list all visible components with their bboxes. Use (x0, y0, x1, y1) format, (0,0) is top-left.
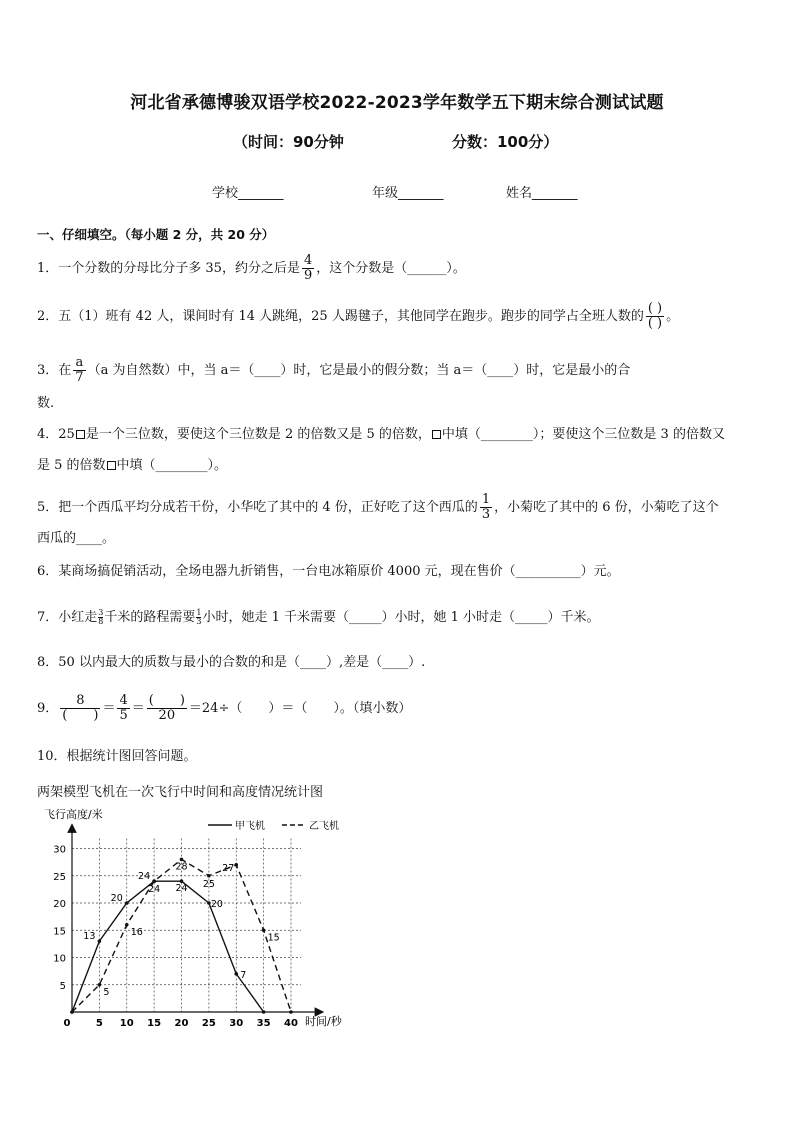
section-heading: 一、仔细填空。（每小题 2 分，共 20 分） (37, 227, 275, 242)
q3-frac-num: a (73, 356, 85, 371)
q5-fraction (480, 493, 492, 522)
q4-text-c: 中填（________）；要使这个三位数是 3 的倍数又 (441, 427, 725, 442)
legend-label-1: 甲飞机 (235, 821, 265, 832)
data-label: 13 (83, 931, 96, 943)
x-tick-label: 15 (147, 1018, 162, 1029)
q1-fraction (302, 254, 314, 283)
q9-f2-den: 5 (119, 708, 128, 723)
x-tick-label: 10 (119, 1018, 134, 1029)
x-axis-label: 时间/秒 (305, 1015, 342, 1028)
data-label: 27 (222, 862, 235, 874)
question-4 (37, 427, 725, 443)
q1-text-a: 1．一个分数的分母比分子多 35，约分之后是 (37, 261, 300, 276)
blank-box-icon (432, 430, 441, 439)
q2-frac-den: ( ) (647, 316, 663, 331)
q9-eq-2: ＝ (131, 701, 145, 716)
question-8: 8．50 以内最大的质数与最小的合数的和是（____）,差是（____）. (37, 655, 426, 670)
y-axis-label: 飞行高度/米 (44, 808, 103, 821)
q7-f1-num: 3 (98, 608, 104, 617)
data-label: 28 (175, 861, 188, 873)
y-tick-label: 25 (53, 871, 66, 883)
data-label: 24 (138, 871, 151, 883)
q9-f3-num: ( ) (148, 693, 185, 708)
q4-text-e: 中填（________）。 (116, 458, 228, 473)
data-label: 16 (130, 926, 143, 938)
data-point (234, 972, 238, 976)
x-tick-label: 30 (229, 1018, 244, 1029)
q9-eq-1: ＝ (102, 701, 116, 716)
q3-text-b: （a 为自然数）中，当 a＝（____）时，它是最小的假分数；当 a＝（____）时，它是最小的合 (87, 363, 631, 378)
data-label: 20 (210, 899, 223, 910)
blank-box-icon (76, 430, 85, 439)
school-field[interactable]: 学校_______ (212, 186, 284, 201)
question-9 (37, 694, 411, 723)
q2-frac-num: ( ) (647, 301, 663, 316)
y-tick-label: 10 (53, 953, 66, 965)
q5-frac-den: 3 (481, 507, 491, 522)
data-label: 24 (148, 884, 161, 896)
question-3-cont: 数. (37, 396, 55, 411)
y-tick-label: 30 (53, 844, 66, 856)
q7-text-c: 小时，她走 1 千米需要（_____）小时，她 1 小时走（_____）千米。 (202, 610, 600, 625)
q9-fraction-1 (60, 694, 100, 723)
q1-text-b: ，这个分数是（______）。 (316, 261, 466, 276)
q7-f2-num: 1 (196, 608, 202, 617)
question-1 (37, 254, 466, 283)
q2-fraction[interactable] (646, 302, 664, 331)
data-label: 7 (240, 969, 247, 981)
data-point (70, 1010, 74, 1014)
q7-fraction-1 (98, 609, 103, 626)
grade-field[interactable]: 年级_______ (372, 186, 444, 201)
q7-fraction-2 (196, 609, 201, 626)
data-point (152, 879, 156, 883)
question-5 (37, 493, 719, 522)
q4-text-d: 是 5 的倍数 (37, 458, 106, 473)
blank-box-icon (107, 461, 116, 470)
q1-frac-num: 4 (303, 253, 313, 268)
exam-score: 分数：100分） (452, 133, 559, 151)
data-point (262, 928, 266, 932)
q3-frac-den: 7 (75, 370, 84, 385)
q3-text-a: 3．在 (37, 363, 72, 378)
page-title: 河北省承德博骏双语学校2022-2023学年数学五下期末综合测试试题 (130, 93, 664, 113)
question-5-cont: 西瓜的____。 (37, 531, 116, 546)
legend-label-2: 乙飞机 (309, 821, 339, 832)
x-tick-label: 20 (174, 1018, 189, 1029)
q9-f2-num: 4 (119, 693, 128, 708)
series-line-1 (72, 878, 264, 1012)
question-4-cont (37, 458, 227, 474)
chart-caption: 两架模型飞机在一次飞行中时间和高度情况统计图 (37, 785, 324, 800)
name-field[interactable]: 姓名_______ (506, 186, 578, 201)
q9-text-rest: ＝24÷（ ）＝（ ）。（填小数） (188, 701, 412, 716)
data-point (207, 874, 211, 878)
data-point (289, 1010, 293, 1014)
data-point (262, 1010, 266, 1014)
q7-text-a: 7．小红走 (37, 610, 98, 625)
x-tick-label: 0 (63, 1018, 71, 1029)
q5-text-a: 5．把一个西瓜平均分成若干份，小华吃了其中的 4 份，正好吃了这个西瓜的 (37, 500, 478, 515)
q9-f1-num: 8 (60, 694, 100, 709)
x-tick-label: 40 (284, 1018, 298, 1029)
q7-text-b: 千米的路程需要 (104, 610, 196, 625)
question-2 (37, 302, 679, 331)
data-point (125, 901, 129, 905)
y-tick-label: 15 (53, 926, 66, 938)
data-label: 5 (103, 986, 110, 998)
data-point (234, 863, 238, 867)
data-label: 15 (267, 932, 280, 944)
q7-f1-den: 8 (98, 617, 104, 626)
q2-text-a: 2．五（1）班有 42 人，课间时有 14 人跳绳，25 人踢毽子，其他同学在跑步。跑步的同学占全班人数的 (37, 309, 644, 324)
q4-text-b: 是一个三位数，要使这个三位数是 2 的倍数又是 5 的倍数， (85, 427, 431, 442)
y-tick-label: 5 (59, 980, 66, 992)
data-label: 24 (175, 883, 188, 895)
q2-text-b: 。 (666, 309, 680, 324)
q9-f3-den: 20 (158, 708, 176, 723)
q7-f2-den: 3 (196, 617, 202, 626)
q9-fraction-3 (147, 694, 187, 723)
data-point (98, 983, 102, 987)
question-10: 10．根据统计图回答问题。 (37, 749, 197, 764)
q4-text-a: 4．25 (37, 427, 75, 442)
x-tick-label: 25 (201, 1018, 216, 1029)
q3-fraction (73, 356, 85, 385)
data-point (125, 923, 129, 927)
q1-frac-den: 9 (303, 268, 313, 283)
q9-number: 9． (37, 701, 59, 716)
x-tick-label: 5 (95, 1018, 103, 1029)
data-label: 20 (110, 893, 123, 904)
question-6: 6．某商场搞促销活动，全场电器九折销售，一台电冰箱原价 4000 元，现在售价（__________）元。 (37, 564, 620, 579)
q9-fraction-2 (117, 694, 129, 723)
question-3 (37, 356, 630, 385)
question-7 (37, 609, 600, 626)
q9-f1-den: ( ) (62, 708, 99, 723)
q5-frac-num: 1 (481, 492, 491, 507)
y-tick-label: 20 (53, 899, 66, 910)
x-tick-label: 35 (256, 1018, 271, 1029)
q5-text-b: ，小菊吃了其中的 6 份，小菊吃了这个 (494, 500, 719, 515)
exam-time: （时间：90分钟 (233, 133, 344, 151)
data-label: 25 (202, 878, 215, 890)
line-chart (30, 800, 370, 1040)
data-point (98, 939, 102, 943)
